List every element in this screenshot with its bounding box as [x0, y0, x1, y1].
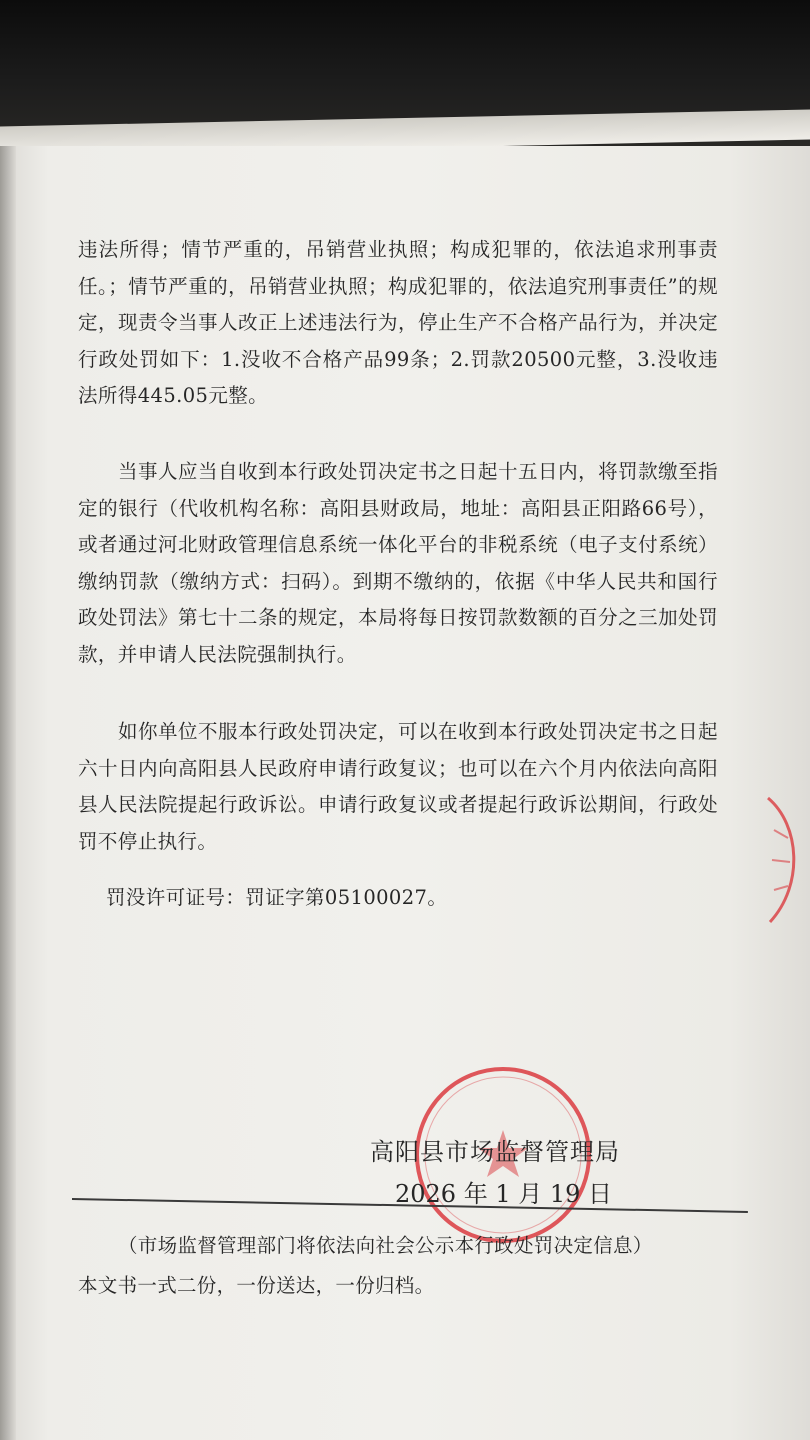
- paragraph-appeal-rights: 如你单位不服本行政处罚决定，可以在收到本行政处罚决定书之日起六十日内向高阳县人民政府申请行政复议；也可以在六个月内依法向高阳县人民法院提起行政诉讼。申请行政复议或者提起行政诉讼期间，行政处罚不停止执行。: [78, 720, 718, 853]
- issue-date: 2026 年 1 月 19 日: [395, 1180, 613, 1208]
- page-shadow: [0, 146, 16, 1440]
- paragraph-license-number: 罚没许可证号：罚证字第05100027。: [106, 886, 448, 909]
- partial-seal-edge-icon: [760, 790, 810, 930]
- public-notice: （市场监督管理部门将依法向社会公示本行政处罚决定信息）: [118, 1234, 653, 1257]
- issuing-authority: 高阳县市场监督管理局: [370, 1138, 620, 1166]
- paragraph-payment-instructions: 当事人应当自收到本行政处罚决定书之日起十五日内，将罚款缴至指定的银行（代收机构名称：高阳县财政局，地址：高阳县正阳路66号），或者通过河北财政管理信息系统一体化平台的非税系统（电子支付系统）缴纳罚款（缴纳方式：扫码）。到期不缴纳的，依据《中华人民共和国行政处罚法》第七十二条的规定，本局将每日按罚款数额的百分之三加处罚款，并申请人民法院强制执行。: [78, 460, 718, 666]
- copies-note: 本文书一式二份，一份送达，一份归档。: [78, 1274, 435, 1297]
- paragraph-penalty-decision: 违法所得；情节严重的，吊销营业执照；构成犯罪的，依法追求刑事责任。；情节严重的，吊销营业执照；构成犯罪的，依法追究刑事责任”的规定，现责令当事人改正上述违法行为，停止生产不合格产品行为，并决定行政处罚如下：1.没收不合格产品99条；2.罚款20500元整，3.没收违法所得445.05元整。: [78, 238, 718, 407]
